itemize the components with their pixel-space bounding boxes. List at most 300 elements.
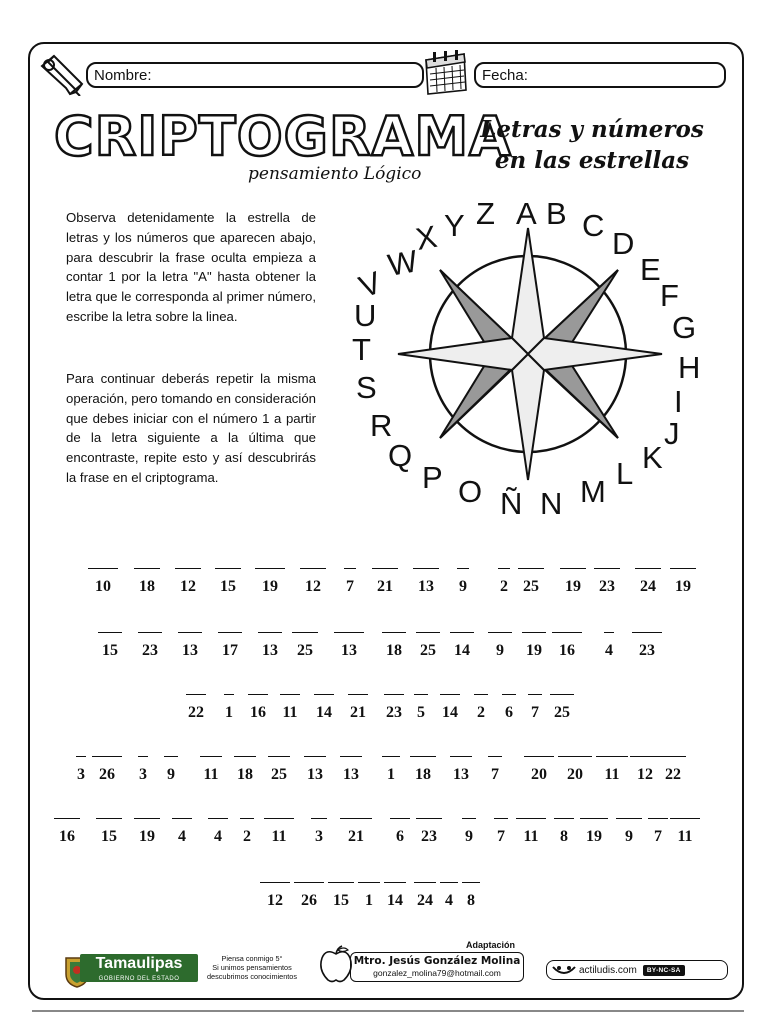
cryptogram-cell: [264, 810, 294, 845]
answer-blank[interactable]: [498, 568, 510, 569]
answer-blank[interactable]: [255, 568, 285, 569]
cryptogram-cell: [280, 686, 300, 721]
answer-blank[interactable]: [164, 756, 178, 757]
cryptogram-cell: [162, 748, 180, 783]
cipher-number: 11: [271, 828, 287, 845]
cryptogram-cell: [260, 874, 290, 909]
cryptogram-cell: [294, 874, 324, 909]
cipher-number: 6: [505, 704, 513, 721]
answer-blank[interactable]: [264, 818, 294, 819]
star-letter-F: F: [660, 278, 679, 313]
answer-blank[interactable]: [311, 818, 327, 819]
answer-blank[interactable]: [580, 818, 608, 819]
answer-blank[interactable]: [604, 632, 614, 633]
star-letter-G: G: [672, 310, 697, 345]
cryptogram-cell: [88, 560, 118, 595]
cipher-number: 18: [139, 578, 155, 595]
answer-blank[interactable]: [334, 632, 364, 633]
cipher-number: 14: [316, 704, 332, 721]
answer-blank[interactable]: [494, 818, 508, 819]
cipher-number: 9: [496, 642, 504, 659]
answer-blank[interactable]: [304, 756, 326, 757]
cryptogram-cell: [200, 748, 222, 783]
cryptogram-cell: [495, 560, 513, 595]
state-name: Tamaulipas: [95, 955, 183, 972]
answer-blank[interactable]: [413, 568, 439, 569]
answer-blank[interactable]: [518, 568, 544, 569]
cipher-number: 11: [523, 828, 539, 845]
cryptogram-cell: [268, 748, 290, 783]
cipher-number: 5: [417, 704, 425, 721]
cryptogram-cell: [416, 810, 442, 845]
answer-blank[interactable]: [414, 694, 428, 695]
cipher-number: 10: [95, 578, 111, 595]
answer-blank[interactable]: [554, 818, 574, 819]
cryptogram-cell: [328, 874, 354, 909]
cryptogram-cell: [218, 624, 242, 659]
answer-blank[interactable]: [96, 818, 122, 819]
answer-blank[interactable]: [632, 632, 662, 633]
cryptogram-cell: [616, 810, 642, 845]
star-letter-Z: Z: [476, 196, 495, 231]
cryptogram-cell: [134, 810, 160, 845]
star-letter-M: M: [580, 474, 606, 509]
star-letter-B: B: [546, 196, 567, 231]
cryptogram-row: [40, 686, 728, 726]
answer-blank[interactable]: [648, 818, 668, 819]
answer-blank[interactable]: [384, 882, 406, 883]
answer-blank[interactable]: [88, 568, 118, 569]
cipher-number: 14: [442, 704, 458, 721]
answer-blank[interactable]: [440, 694, 460, 695]
answer-blank[interactable]: [218, 632, 242, 633]
cryptogram-cell: [384, 874, 406, 909]
date-label: Fecha:: [482, 66, 528, 84]
answer-blank[interactable]: [292, 632, 318, 633]
cipher-number: 25: [271, 766, 287, 783]
answer-blank[interactable]: [474, 694, 488, 695]
cipher-number: 19: [139, 828, 155, 845]
answer-blank[interactable]: [560, 568, 586, 569]
cipher-number: 1: [225, 704, 233, 721]
cipher-number: 16: [250, 704, 266, 721]
answer-blank[interactable]: [416, 818, 442, 819]
tamaulipas-logo: [46, 946, 186, 986]
answer-blank[interactable]: [390, 818, 410, 819]
cryptogram-cell: [175, 560, 201, 595]
answer-blank[interactable]: [502, 694, 516, 695]
answer-blank[interactable]: [524, 756, 554, 757]
answer-blank[interactable]: [300, 568, 326, 569]
cipher-number: 1: [365, 892, 373, 909]
cryptogram-cell: [440, 874, 458, 909]
apple-icon: [318, 944, 354, 984]
cipher-number: 25: [523, 578, 539, 595]
answer-blank[interactable]: [372, 568, 398, 569]
cryptogram-cell: [258, 624, 282, 659]
cipher-number: 18: [415, 766, 431, 783]
pencil-icon: [36, 52, 88, 96]
name-label: Nombre:: [94, 66, 152, 84]
star-letter-J: J: [664, 416, 680, 451]
cipher-number: 3: [77, 766, 85, 783]
answer-blank[interactable]: [54, 818, 80, 819]
cryptogram-cell: [98, 624, 122, 659]
answer-blank[interactable]: [558, 756, 592, 757]
actiludis-logo-icon: [551, 963, 577, 977]
cipher-number: 19: [586, 828, 602, 845]
adaptation-label: Adaptación: [466, 940, 516, 950]
answer-blank[interactable]: [260, 882, 290, 883]
cipher-number: 16: [559, 642, 575, 659]
cryptogram-cell: [372, 560, 398, 595]
cipher-number: 9: [465, 828, 473, 845]
cryptogram-cell: [238, 810, 256, 845]
answer-blank[interactable]: [596, 756, 628, 757]
cryptogram-cell: [500, 686, 518, 721]
cryptogram-cell: [413, 560, 439, 595]
answer-blank[interactable]: [450, 632, 474, 633]
star-letter-Q: Q: [388, 438, 413, 473]
cryptogram-cell: [340, 748, 362, 783]
cipher-number: 19: [675, 578, 691, 595]
cipher-number: 21: [348, 828, 364, 845]
title-subtitle: pensamiento Lógico: [248, 164, 422, 184]
answer-blank[interactable]: [660, 756, 686, 757]
cipher-number: 14: [454, 642, 470, 659]
cryptogram-cell: [600, 624, 618, 659]
answer-blank[interactable]: [294, 882, 324, 883]
answer-blank[interactable]: [314, 694, 334, 695]
cipher-number: 23: [142, 642, 158, 659]
cipher-number: 9: [167, 766, 175, 783]
answer-blank[interactable]: [516, 818, 546, 819]
cryptogram-row: [40, 874, 728, 914]
answer-blank[interactable]: [416, 632, 440, 633]
star-letter-X: X: [413, 218, 440, 257]
cipher-number: 21: [377, 578, 393, 595]
cipher-number: 14: [387, 892, 403, 909]
star-letter-H: H: [678, 350, 701, 385]
cipher-number: 11: [203, 766, 219, 783]
cryptogram-cell: [580, 810, 608, 845]
license-badge: BY-NC-SA: [643, 965, 685, 976]
cryptogram-cell: [552, 624, 582, 659]
motto-line-1: Piensa conmigo 5°: [221, 954, 283, 963]
cipher-number: 26: [99, 766, 115, 783]
cryptogram-cell: [492, 810, 510, 845]
cryptogram-cell: [670, 810, 700, 845]
cryptogram-cell: [310, 810, 328, 845]
cipher-number: 3: [315, 828, 323, 845]
cipher-number: 2: [477, 704, 485, 721]
cryptogram-cell: [550, 686, 574, 721]
star-letter-C: C: [582, 208, 605, 243]
cipher-number: 13: [418, 578, 434, 595]
motto-line-2: Si unimos pensamientos: [212, 963, 292, 972]
star-shape: [398, 228, 662, 480]
cipher-number: 18: [237, 766, 253, 783]
answer-blank[interactable]: [552, 632, 582, 633]
cryptogram-cell: [518, 560, 544, 595]
cipher-number: 19: [262, 578, 278, 595]
cryptogram-cell: [334, 624, 364, 659]
answer-blank[interactable]: [76, 756, 86, 757]
answer-blank[interactable]: [594, 568, 620, 569]
cipher-number: 1: [387, 766, 395, 783]
cryptogram-cell: [462, 874, 480, 909]
cipher-number: 23: [386, 704, 402, 721]
cipher-number: 11: [677, 828, 693, 845]
cryptogram-cell: [526, 686, 544, 721]
cipher-number: 13: [343, 766, 359, 783]
answer-blank[interactable]: [522, 632, 546, 633]
cryptogram-cell: [632, 624, 662, 659]
cipher-number: 15: [333, 892, 349, 909]
actiludis-badge: [546, 960, 728, 980]
activity-subtitle: [442, 114, 742, 176]
cryptogram-cell: [255, 560, 285, 595]
cryptogram-cell: [314, 686, 334, 721]
subtitle-line-2: en las estrellas: [494, 147, 690, 174]
star-letter-E: E: [640, 252, 661, 287]
answer-blank[interactable]: [462, 818, 476, 819]
star-letter-U: U: [354, 298, 377, 333]
cipher-number: 7: [531, 704, 539, 721]
star-letter-R: R: [370, 408, 393, 443]
cryptogram-cell: [358, 874, 380, 909]
star-letter-A: A: [516, 196, 537, 231]
answer-blank[interactable]: [462, 882, 480, 883]
star-letter-I: I: [674, 384, 683, 419]
cryptogram-cell: [348, 686, 368, 721]
answer-blank[interactable]: [382, 632, 406, 633]
cryptogram-cell: [300, 560, 326, 595]
answer-blank[interactable]: [215, 568, 241, 569]
cryptogram-cell: [134, 560, 160, 595]
cryptogram-row: [40, 810, 728, 850]
answer-blank[interactable]: [382, 756, 400, 757]
cipher-number: 9: [625, 828, 633, 845]
answer-blank[interactable]: [248, 694, 268, 695]
answer-blank[interactable]: [488, 632, 512, 633]
answer-blank[interactable]: [92, 756, 122, 757]
cryptogram-cell: [382, 748, 400, 783]
answer-blank[interactable]: [234, 756, 256, 757]
cipher-number: 18: [386, 642, 402, 659]
cryptogram-cell: [460, 810, 478, 845]
cryptogram-row: [40, 560, 728, 600]
instructions-paragraph-2: Para continuar deberás repetir la misma operación, pero tomando en consideración que debes iniciar con el número 1 a partir de la letra siguiente a la última que encontraste, repite esto y así descubrirás la frase en el criptograma.: [66, 371, 316, 485]
footer: [28, 940, 744, 1000]
cipher-number: 24: [640, 578, 656, 595]
answer-blank[interactable]: [134, 568, 160, 569]
answer-blank[interactable]: [200, 756, 222, 757]
answer-blank[interactable]: [340, 818, 372, 819]
cryptogram-cell: [450, 624, 474, 659]
star-letter-P: P: [422, 460, 443, 495]
cipher-number: 8: [467, 892, 475, 909]
cryptogram-cell: [516, 810, 546, 845]
answer-blank[interactable]: [348, 694, 368, 695]
author-name: Mtro. Jesús González Molina: [353, 955, 521, 967]
cryptogram-cell: [522, 624, 546, 659]
cryptogram-cell: [596, 748, 628, 783]
cryptogram-cell: [660, 748, 686, 783]
cryptogram-cell: [648, 810, 668, 845]
cryptogram-cell: [486, 748, 504, 783]
cipher-number: 15: [102, 642, 118, 659]
subtitle-line-1: Letras y números: [480, 116, 704, 143]
cipher-number: 25: [297, 642, 313, 659]
answer-blank[interactable]: [384, 694, 404, 695]
answer-blank[interactable]: [410, 756, 436, 757]
answer-blank[interactable]: [414, 882, 436, 883]
answer-blank[interactable]: [208, 818, 228, 819]
state-government-label: GOBIERNO DEL ESTADO: [98, 976, 180, 982]
cipher-number: 8: [560, 828, 568, 845]
cipher-number: 16: [59, 828, 75, 845]
answer-blank[interactable]: [240, 818, 254, 819]
cipher-number: 12: [637, 766, 653, 783]
letter-star: [340, 188, 720, 528]
answer-blank[interactable]: [175, 568, 201, 569]
calendar-icon: [420, 50, 470, 96]
answer-blank[interactable]: [138, 756, 148, 757]
cryptogram-cell: [488, 624, 512, 659]
cryptogram-cell: [248, 686, 268, 721]
cryptogram-cell: [410, 748, 436, 783]
answer-blank[interactable]: [488, 756, 502, 757]
cipher-number: 4: [445, 892, 453, 909]
cipher-number: 7: [497, 828, 505, 845]
cipher-number: 22: [665, 766, 681, 783]
actiludis-site[interactable]: actiludis.com: [579, 964, 637, 976]
cryptogram-cell: [384, 686, 404, 721]
motto: [196, 954, 308, 981]
star-letter-D: D: [612, 226, 635, 261]
answer-blank[interactable]: [268, 756, 290, 757]
answer-blank[interactable]: [450, 756, 472, 757]
cipher-number: 4: [605, 642, 613, 659]
cipher-number: 23: [599, 578, 615, 595]
cryptogram-cell: [440, 686, 460, 721]
answer-blank[interactable]: [178, 632, 202, 633]
star-letter-K: K: [642, 440, 663, 475]
cipher-number: 11: [604, 766, 620, 783]
cryptogram-cell: [96, 810, 122, 845]
cipher-number: 25: [420, 642, 436, 659]
answer-blank[interactable]: [186, 694, 206, 695]
answer-blank[interactable]: [98, 632, 122, 633]
cipher-number: 13: [182, 642, 198, 659]
answer-blank[interactable]: [670, 568, 696, 569]
answer-blank[interactable]: [340, 756, 362, 757]
cipher-number: 11: [282, 704, 298, 721]
cipher-number: 4: [214, 828, 222, 845]
cryptogram-cell: [630, 748, 660, 783]
cryptogram-cell: [594, 560, 620, 595]
answer-blank[interactable]: [258, 632, 282, 633]
cryptogram-cell: [92, 748, 122, 783]
cipher-number: 7: [654, 828, 662, 845]
author-email[interactable]: gonzalez_molina79@hotmail.com: [373, 968, 501, 978]
answer-blank[interactable]: [635, 568, 661, 569]
cryptogram-cell: [304, 748, 326, 783]
star-letter-Y: Y: [444, 208, 465, 243]
cipher-number: 20: [567, 766, 583, 783]
star-letter-W: W: [385, 243, 421, 283]
answer-blank[interactable]: [528, 694, 542, 695]
cryptogram-cell: [292, 624, 318, 659]
star-letter-L: L: [616, 456, 634, 491]
answer-blank[interactable]: [138, 632, 162, 633]
cipher-number: 22: [188, 704, 204, 721]
name-field[interactable]: [86, 62, 424, 88]
cipher-number: 23: [421, 828, 437, 845]
cryptogram-cell: [215, 560, 241, 595]
cryptogram-cell: [412, 686, 430, 721]
answer-blank[interactable]: [134, 818, 160, 819]
cryptogram-cell: [450, 748, 472, 783]
answer-blank[interactable]: [440, 882, 458, 883]
star-letter-V: V: [354, 264, 386, 305]
cryptogram-cell: [554, 810, 574, 845]
cryptogram-cell: [178, 624, 202, 659]
answer-blank[interactable]: [224, 694, 234, 695]
cipher-number: 7: [491, 766, 499, 783]
motto-line-3: descubrimos conocimientos: [206, 972, 298, 981]
cipher-number: 3: [139, 766, 147, 783]
cipher-number: 13: [341, 642, 357, 659]
cryptogram-cell: [340, 810, 372, 845]
star-letter-N: N: [540, 486, 563, 521]
cipher-number: 9: [459, 578, 467, 595]
cipher-number: 2: [500, 578, 508, 595]
answer-blank[interactable]: [328, 882, 354, 883]
cipher-number: 12: [305, 578, 321, 595]
cipher-number: 13: [453, 766, 469, 783]
cryptogram-cell: [454, 560, 472, 595]
answer-blank[interactable]: [344, 568, 356, 569]
cipher-number: 12: [180, 578, 196, 595]
cipher-number: 13: [262, 642, 278, 659]
cipher-number: 25: [554, 704, 570, 721]
answer-blank[interactable]: [630, 756, 660, 757]
answer-blank[interactable]: [172, 818, 192, 819]
date-field[interactable]: [474, 62, 726, 88]
cryptogram-cell: [234, 748, 256, 783]
answer-blank[interactable]: [280, 694, 300, 695]
cryptogram-cell: [558, 748, 592, 783]
cryptogram-row: [40, 748, 728, 788]
answer-blank[interactable]: [457, 568, 469, 569]
cryptogram-cell: [635, 560, 661, 595]
cryptogram-cell: [390, 810, 410, 845]
cipher-number: 15: [101, 828, 117, 845]
answer-blank[interactable]: [550, 694, 574, 695]
cryptogram-cell: [220, 686, 238, 721]
star-letter-S: S: [356, 370, 377, 405]
cipher-number: 17: [222, 642, 238, 659]
answer-blank[interactable]: [616, 818, 642, 819]
answer-blank[interactable]: [358, 882, 380, 883]
answer-blank[interactable]: [670, 818, 700, 819]
page-title: CRIPTOGRAMA: [54, 105, 512, 168]
star-letter-T: T: [352, 332, 371, 367]
cryptogram-row: [40, 624, 728, 664]
cipher-number: 4: [178, 828, 186, 845]
